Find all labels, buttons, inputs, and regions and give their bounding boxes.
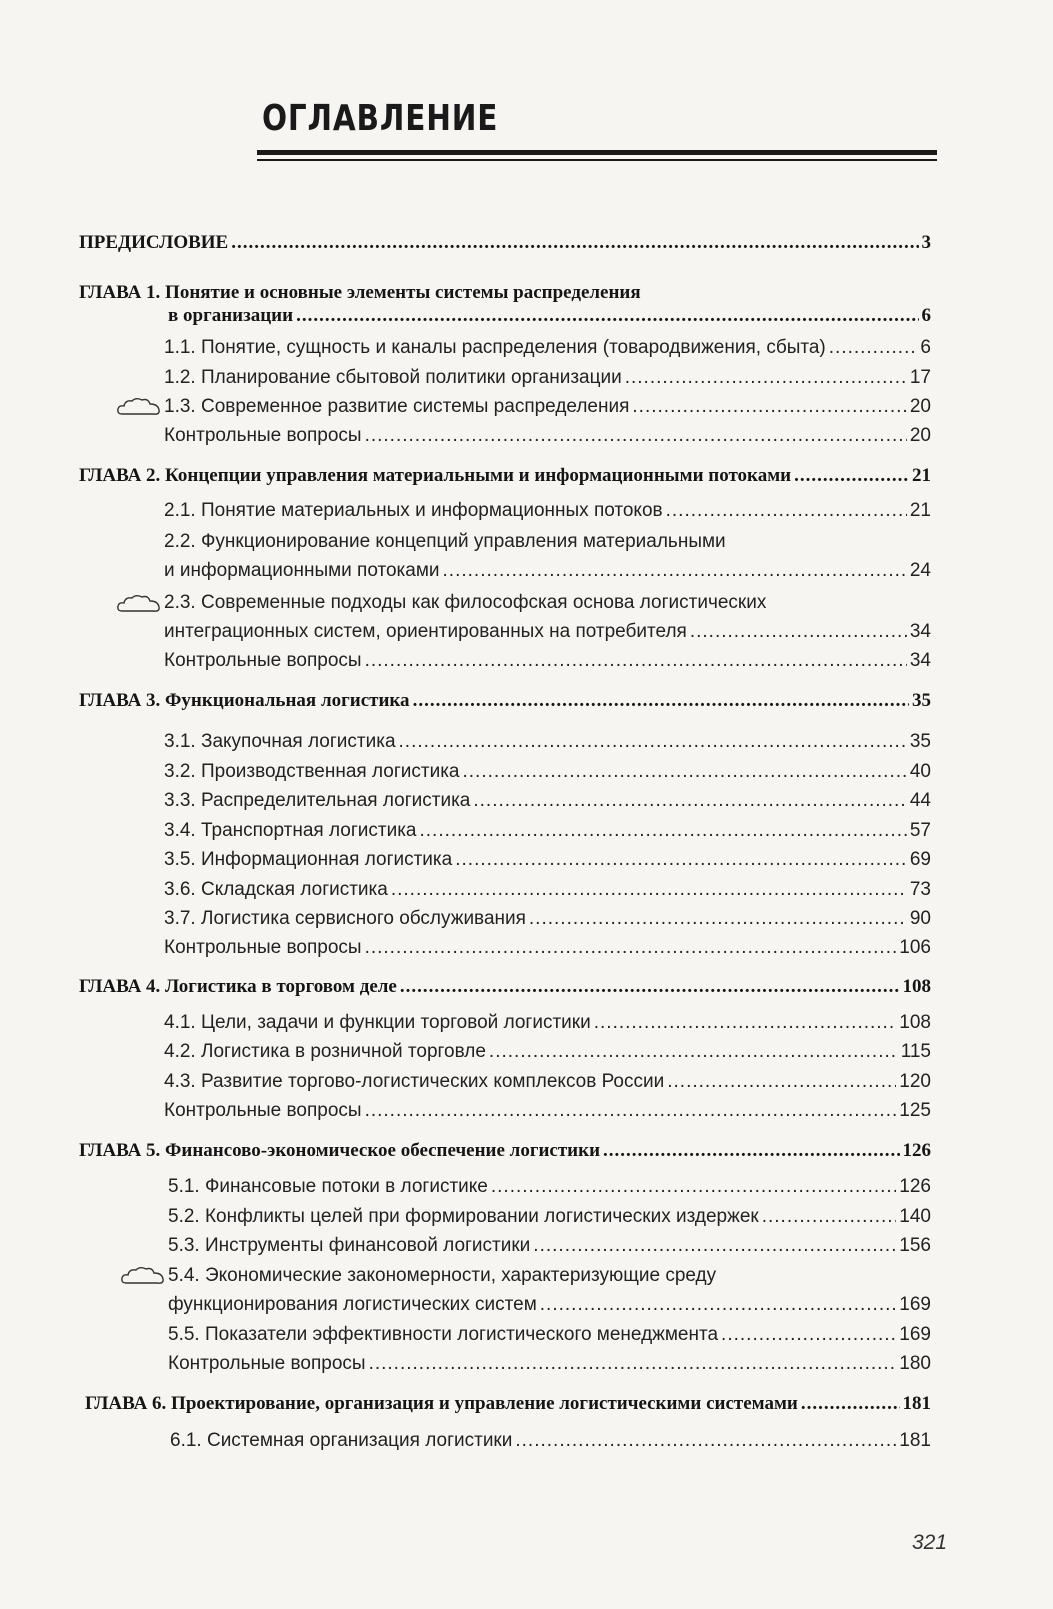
toc-entry-5-4[interactable]: функционирования логистических систем ..... 169 bbox=[168, 1294, 931, 1316]
toc-entry-chapter-3[interactable]: ГЛАВА 3. Функциональная логистика ..... 35 bbox=[79, 690, 931, 712]
toc-entry-2-questions[interactable]: Контрольные вопросы ..... 34 bbox=[164, 650, 931, 672]
toc-entry-4-questions[interactable]: Контрольные вопросы ..... 125 bbox=[164, 1100, 931, 1122]
toc-entry-2-2[interactable]: и информационными потоками ..... 24 bbox=[164, 560, 931, 582]
page-number: 321 bbox=[912, 1531, 948, 1554]
toc-entry-5-2[interactable]: 5.2. Конфликты целей при формировании логистических издержек ..... 140 bbox=[168, 1206, 931, 1228]
toc-entry-3-1[interactable]: 3.1. Закупочная логистика ..... 35 bbox=[164, 731, 931, 753]
toc-entry-4-3[interactable]: 4.3. Развитие торгово-логистических комплексов России ..... 120 bbox=[164, 1071, 931, 1093]
toc-entry-1-3[interactable]: 1.3. Современное развитие системы распределения ..... 20 bbox=[164, 396, 931, 418]
toc-entry-1-1[interactable]: 1.1. Понятие, сущность и каналы распределения (товародвижения, сбыта) ..... 6 bbox=[164, 337, 931, 359]
toc-entry-4-2[interactable]: 4.2. Логистика в розничной торговле ..... 115 bbox=[164, 1041, 931, 1063]
toc-entry-chapter-2[interactable]: ГЛАВА 2. Концепции управления материальными и информационными потоками ..... 21 bbox=[79, 465, 931, 487]
toc-entry-2-1[interactable]: 2.1. Понятие материальных и информационных потоков ..... 21 bbox=[164, 500, 931, 522]
toc-entry-3-5[interactable]: 3.5. Информационная логистика ..... 69 bbox=[164, 849, 931, 871]
cloud-icon bbox=[116, 396, 162, 418]
toc-entry-3-questions[interactable]: Контрольные вопросы ..... 106 bbox=[164, 937, 931, 959]
cloud-icon bbox=[120, 1265, 166, 1287]
cloud-icon bbox=[116, 593, 162, 615]
toc-entry-5-3[interactable]: 5.3. Инструменты финансовой логистики ..... 156 bbox=[168, 1235, 931, 1257]
toc-entry-3-3[interactable]: 3.3. Распределительная логистика ..... 44 bbox=[164, 790, 931, 812]
toc-entry-4-1[interactable]: 4.1. Цели, задачи и функции торговой логистики ..... 108 bbox=[164, 1012, 931, 1034]
toc-entry-chapter-4[interactable]: ГЛАВА 4. Логистика в торговом деле ..... 108 bbox=[79, 976, 931, 998]
page-title: ОГЛАВЛЕНИЕ bbox=[262, 98, 499, 139]
toc-entry-3-4[interactable]: 3.4. Транспортная логистика ..... 57 bbox=[164, 820, 931, 842]
toc-entry-5-4-line1[interactable]: 5.4. Экономические закономерности, характеризующие среду bbox=[168, 1265, 717, 1286]
toc-entry-6-1[interactable]: 6.1. Системная организация логистики ..... 181 bbox=[170, 1430, 931, 1452]
toc-chapter-1-title[interactable]: ГЛАВА 1. Понятие и основные элементы системы распределения bbox=[79, 282, 641, 303]
toc-entry-3-7[interactable]: 3.7. Логистика сервисного обслуживания ..... 90 bbox=[164, 908, 931, 930]
toc-entry-2-2-line1[interactable]: 2.2. Функционирование концепций управления материальными bbox=[164, 531, 726, 552]
toc-entry-2-3-line1[interactable]: 2.3. Современные подходы как философская основа логистических bbox=[164, 592, 767, 613]
toc-entry-5-1[interactable]: 5.1. Финансовые потоки в логистике ..... 126 bbox=[168, 1176, 931, 1198]
toc-entry-5-questions[interactable]: Контрольные вопросы ..... 180 bbox=[168, 1353, 931, 1375]
toc-entry-2-3[interactable]: интеграционных систем, ориентированных на потребителя ..... 34 bbox=[164, 621, 931, 643]
toc-entry-chapter-5[interactable]: ГЛАВА 5. Финансово-экономическое обеспечение логистики ..... 126 bbox=[79, 1140, 931, 1162]
toc-entry-1-2[interactable]: 1.2. Планирование сбытовой политики организации ..... 17 bbox=[164, 367, 931, 389]
toc-entry-1-questions[interactable]: Контрольные вопросы ..... 20 bbox=[164, 425, 931, 447]
toc-entry-3-6[interactable]: 3.6. Складская логистика ..... 73 bbox=[164, 879, 931, 901]
toc-entry-5-5[interactable]: 5.5. Показатели эффективности логистического менеджмента ..... 169 bbox=[168, 1324, 931, 1346]
toc-entry-chapter-6[interactable]: ГЛАВА 6. Проектирование, организация и управление логистическими системами ..... 181 bbox=[85, 1393, 931, 1415]
toc-entry-preface[interactable]: ПРЕДИСЛОВИЕ ..... 3 bbox=[79, 232, 931, 254]
toc-entry-chapter-1[interactable]: в организации ..... 6 bbox=[168, 305, 931, 327]
toc-entry-3-2[interactable]: 3.2. Производственная логистика ..... 40 bbox=[164, 761, 931, 783]
